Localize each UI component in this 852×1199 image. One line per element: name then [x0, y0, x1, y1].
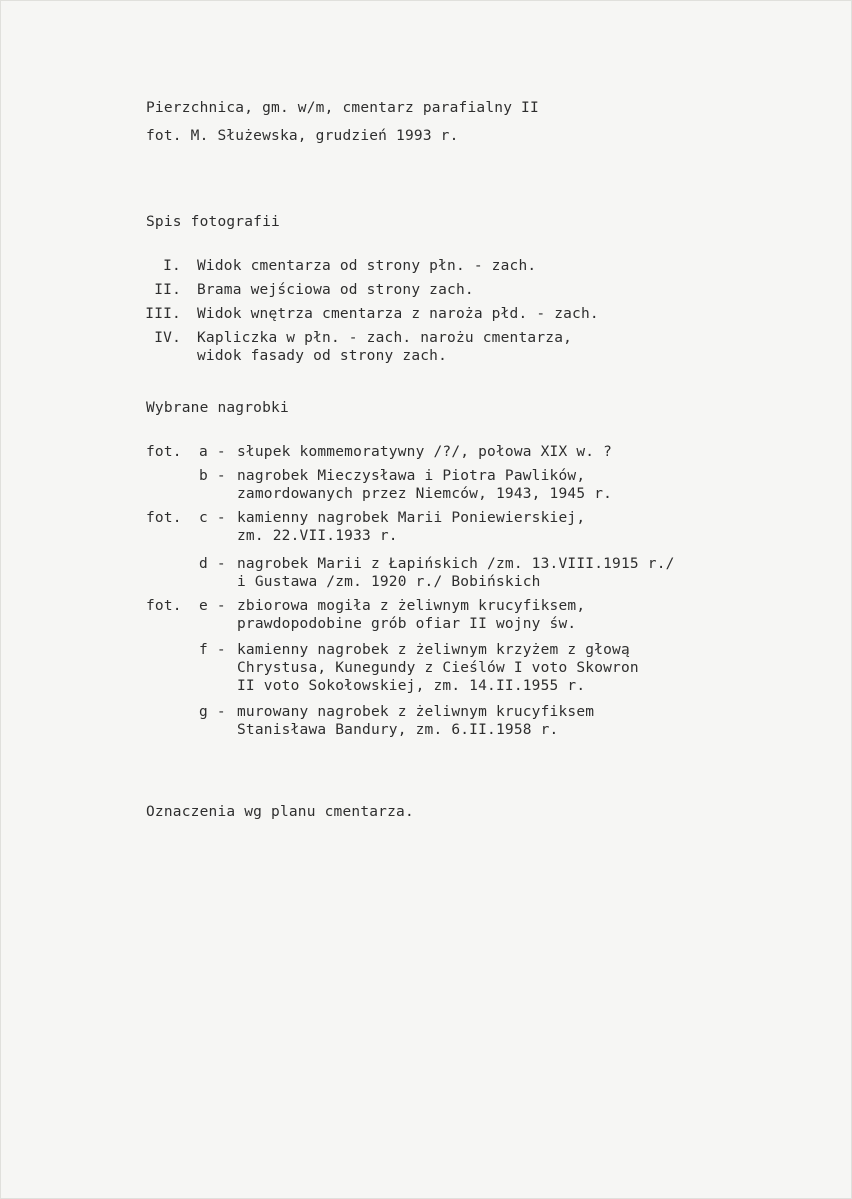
photo-item-number: I.	[163, 258, 181, 274]
grave-text: nagrobek Mieczysława i Piotra Pawlików,	[237, 468, 586, 484]
grave-text: zamordowanych przez Niemców, 1943, 1945 r.	[237, 486, 613, 502]
grave-text: kamienny nagrobek Marii Poniewierskiej,	[237, 510, 586, 526]
graves-heading: Wybrane nagrobki	[146, 400, 289, 416]
photo-item-text: Widok cmentarza od strony płn. - zach.	[197, 258, 537, 274]
photo-item-text: widok fasady od strony zach.	[197, 348, 448, 364]
grave-prefix: fot.	[146, 510, 182, 526]
grave-text: kamienny nagrobek z żeliwnym krzyżem z głową	[237, 642, 630, 658]
grave-prefix: fot.	[146, 598, 182, 614]
grave-text: zbiorowa mogiła z żeliwnym krucyfiksem,	[237, 598, 586, 614]
photo-item-number: IV.	[154, 330, 181, 346]
grave-letter: g -	[199, 704, 226, 720]
photo-item-text: Kapliczka w płn. - zach. narożu cmentarza,	[197, 330, 573, 346]
grave-text: słupek kommemoratywny /?/, połowa XIX w. ?	[237, 444, 613, 460]
grave-letter: c -	[199, 510, 226, 526]
photo-item-number: II.	[154, 282, 181, 298]
grave-text: nagrobek Marii z Łapińskich /zm. 13.VIII.1915 r./	[237, 556, 675, 572]
header-credit: fot. M. Służewska, grudzień 1993 r.	[146, 128, 459, 144]
grave-text: prawdopodobine grób ofiar II wojny św.	[237, 616, 577, 632]
grave-text: II voto Sokołowskiej, zm. 14.II.1955 r.	[237, 678, 586, 694]
grave-letter: f -	[199, 642, 226, 658]
photo-item-number: III.	[145, 306, 181, 322]
photo-item-text: Brama wejściowa od strony zach.	[197, 282, 474, 298]
header-title: Pierzchnica, gm. w/m, cmentarz parafialny II	[146, 100, 539, 116]
photo-item-text: Widok wnętrza cmentarza z naroża płd. - zach.	[197, 306, 599, 322]
grave-letter: e -	[199, 598, 226, 614]
grave-text: Chrystusa, Kunegundy z Cieślów I voto Skowron	[237, 660, 639, 676]
grave-text: murowany nagrobek z żeliwnym krucyfiksem	[237, 704, 595, 720]
photos-heading: Spis fotografii	[146, 214, 280, 230]
footer-note: Oznaczenia wg planu cmentarza.	[146, 804, 414, 820]
grave-prefix: fot.	[146, 444, 182, 460]
grave-text: zm. 22.VII.1933 r.	[237, 528, 398, 544]
grave-text: i Gustawa /zm. 1920 r./ Bobińskich	[237, 574, 541, 590]
grave-letter: d -	[199, 556, 226, 572]
grave-letter: b -	[199, 468, 226, 484]
grave-letter: a -	[199, 444, 226, 460]
grave-text: Stanisława Bandury, zm. 6.II.1958 r.	[237, 722, 559, 738]
